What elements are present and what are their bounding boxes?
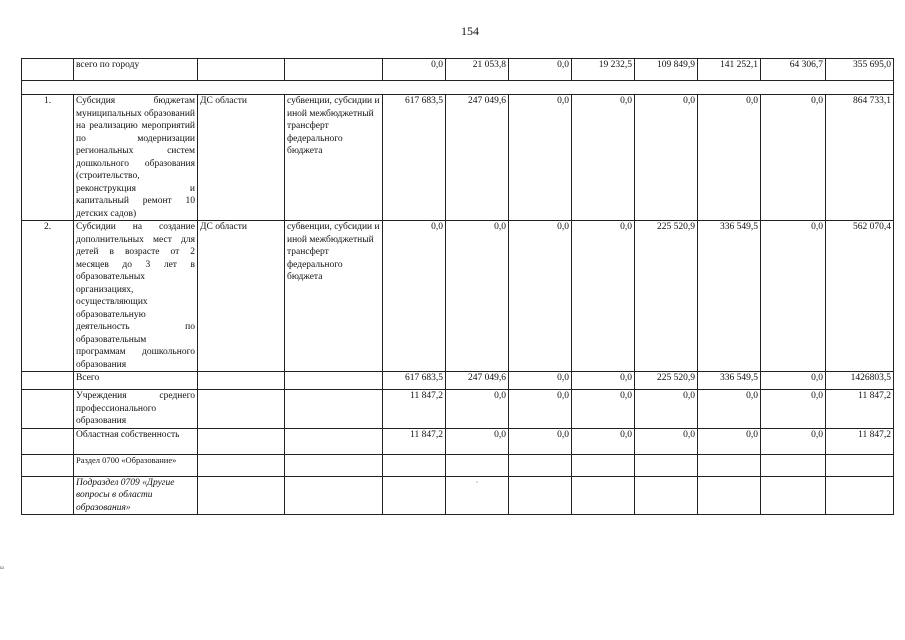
value-cell: 864 733,1 xyxy=(826,95,894,221)
value-cell: 0,0 xyxy=(446,390,509,429)
value-cell: 0,0 xyxy=(635,390,698,429)
source-cell xyxy=(285,428,383,454)
table-row-total xyxy=(22,372,894,390)
value-cell: 617 683,5 xyxy=(383,372,446,390)
table-row-item-2 xyxy=(22,221,894,372)
value-cell: 1426803,5 xyxy=(826,372,894,390)
value-cell: 0,0 xyxy=(509,428,572,454)
budget-table xyxy=(21,58,894,515)
row-index: 1. xyxy=(22,95,74,221)
value-cell: 562 070,4 xyxy=(826,221,894,372)
value-cell: 0,0 xyxy=(635,95,698,221)
value-cell: 11 847,2 xyxy=(826,390,894,429)
value-cell: 0,0 xyxy=(761,428,826,454)
mark-cell: · xyxy=(446,476,509,515)
value-cell xyxy=(383,454,446,476)
value-cell: 0,0 xyxy=(635,428,698,454)
row-name: Подраздел 0709 «Другие вопросы в области образования» xyxy=(74,476,198,515)
value-cell: 0,0 xyxy=(509,59,572,81)
value-cell: 0,0 xyxy=(446,221,509,372)
value-cell: 336 549,5 xyxy=(698,221,761,372)
index-cell xyxy=(22,428,74,454)
value-cell xyxy=(826,476,894,515)
value-cell: 0,0 xyxy=(509,221,572,372)
value-cell: 247 049,6 xyxy=(446,95,509,221)
value-cell: 0,0 xyxy=(761,221,826,372)
value-cell: 225 520,9 xyxy=(635,221,698,372)
value-cell xyxy=(698,476,761,515)
source-cell xyxy=(285,390,383,429)
value-cell: 109 849,9 xyxy=(635,59,698,81)
admin-cell xyxy=(198,476,285,515)
value-cell: 0,0 xyxy=(761,390,826,429)
value-cell xyxy=(446,454,509,476)
row-index: 2. xyxy=(22,221,74,372)
value-cell xyxy=(698,454,761,476)
value-cell xyxy=(635,454,698,476)
source-cell xyxy=(285,372,383,390)
admin-cell xyxy=(198,59,285,81)
value-cell: 21 053,8 xyxy=(446,59,509,81)
table-row-city-total xyxy=(22,59,894,81)
value-cell: 11 847,2 xyxy=(383,390,446,429)
value-cell: 225 520,9 xyxy=(635,372,698,390)
row-name: Всего xyxy=(74,372,198,390)
spacer-cell xyxy=(22,81,894,95)
table-row-item-1 xyxy=(22,95,894,221)
value-cell: 0,0 xyxy=(572,390,635,429)
table-row-institutions xyxy=(22,390,894,429)
source-cell xyxy=(285,59,383,81)
source-cell xyxy=(285,476,383,515)
index-cell xyxy=(22,454,74,476)
index-cell xyxy=(22,59,74,81)
value-cell: 247 049,6 xyxy=(446,372,509,390)
value-cell: 0,0 xyxy=(383,221,446,372)
value-cell: 0,0 xyxy=(761,372,826,390)
value-cell: 355 695,0 xyxy=(826,59,894,81)
row-name: Областная собственность xyxy=(74,428,198,454)
row-name: Раздел 0700 «Образование» xyxy=(74,454,198,476)
index-cell xyxy=(22,390,74,429)
value-cell: 336 549,5 xyxy=(698,372,761,390)
value-cell xyxy=(761,476,826,515)
value-cell: 11 847,2 xyxy=(826,428,894,454)
value-cell xyxy=(383,476,446,515)
row-name: всего по городу xyxy=(74,59,198,81)
index-cell xyxy=(22,372,74,390)
value-cell: 0,0 xyxy=(572,95,635,221)
value-cell: 141 252,1 xyxy=(698,59,761,81)
page-number: 154 xyxy=(461,24,479,38)
value-cell: 0,0 xyxy=(509,95,572,221)
table-row-regional xyxy=(22,428,894,454)
value-cell: 11 847,2 xyxy=(383,428,446,454)
source-cell: субвенции, субсидии и иной межбюджетный трансферт федерального бюджета xyxy=(285,221,383,372)
value-cell: 0,0 xyxy=(572,372,635,390)
admin-cell xyxy=(198,454,285,476)
value-cell: 0,0 xyxy=(572,221,635,372)
value-cell: 0,0 xyxy=(698,428,761,454)
value-cell: 617 683,5 xyxy=(383,95,446,221)
row-name: Субсидии на создание дополнительных мест для детей в возрасте от 2 месяцев до 3 лет в образовательных организациях, осуществляющих образовательную деятельность по образовательным программам дошкольного образования xyxy=(74,221,198,372)
value-cell xyxy=(826,454,894,476)
source-cell: субвенции, субсидии и иной межбюджетный трансферт федерального бюджета xyxy=(285,95,383,221)
admin-cell xyxy=(198,372,285,390)
admin-cell xyxy=(198,428,285,454)
value-cell: 19 232,5 xyxy=(572,59,635,81)
value-cell xyxy=(635,476,698,515)
value-cell: 0,0 xyxy=(761,95,826,221)
value-cell xyxy=(761,454,826,476)
table-row-subsection xyxy=(22,476,894,515)
value-cell: 0,0 xyxy=(383,59,446,81)
margin-mark: ш xyxy=(0,566,4,571)
source-cell xyxy=(285,454,383,476)
value-cell: 0,0 xyxy=(698,95,761,221)
row-name: Субсидия бюджетам муниципальных образований на реализацию мероприятий по модернизации региональных систем дошкольного образования (строительство, реконструкция и капитальный ремонт 10 детских садов) xyxy=(74,95,198,221)
admin-cell: ДС области xyxy=(198,95,285,221)
value-cell: 0,0 xyxy=(698,390,761,429)
admin-cell: ДС области xyxy=(198,221,285,372)
row-name: Учреждения среднего профессионального образования xyxy=(74,390,198,429)
value-cell xyxy=(509,476,572,515)
spacer-row xyxy=(22,81,894,95)
value-cell xyxy=(572,476,635,515)
value-cell: 64 306,7 xyxy=(761,59,826,81)
table-row-section xyxy=(22,454,894,476)
value-cell xyxy=(572,454,635,476)
admin-cell xyxy=(198,390,285,429)
value-cell: 0,0 xyxy=(446,428,509,454)
value-cell xyxy=(509,454,572,476)
value-cell: 0,0 xyxy=(509,372,572,390)
index-cell xyxy=(22,476,74,515)
value-cell: 0,0 xyxy=(509,390,572,429)
value-cell: 0,0 xyxy=(572,428,635,454)
